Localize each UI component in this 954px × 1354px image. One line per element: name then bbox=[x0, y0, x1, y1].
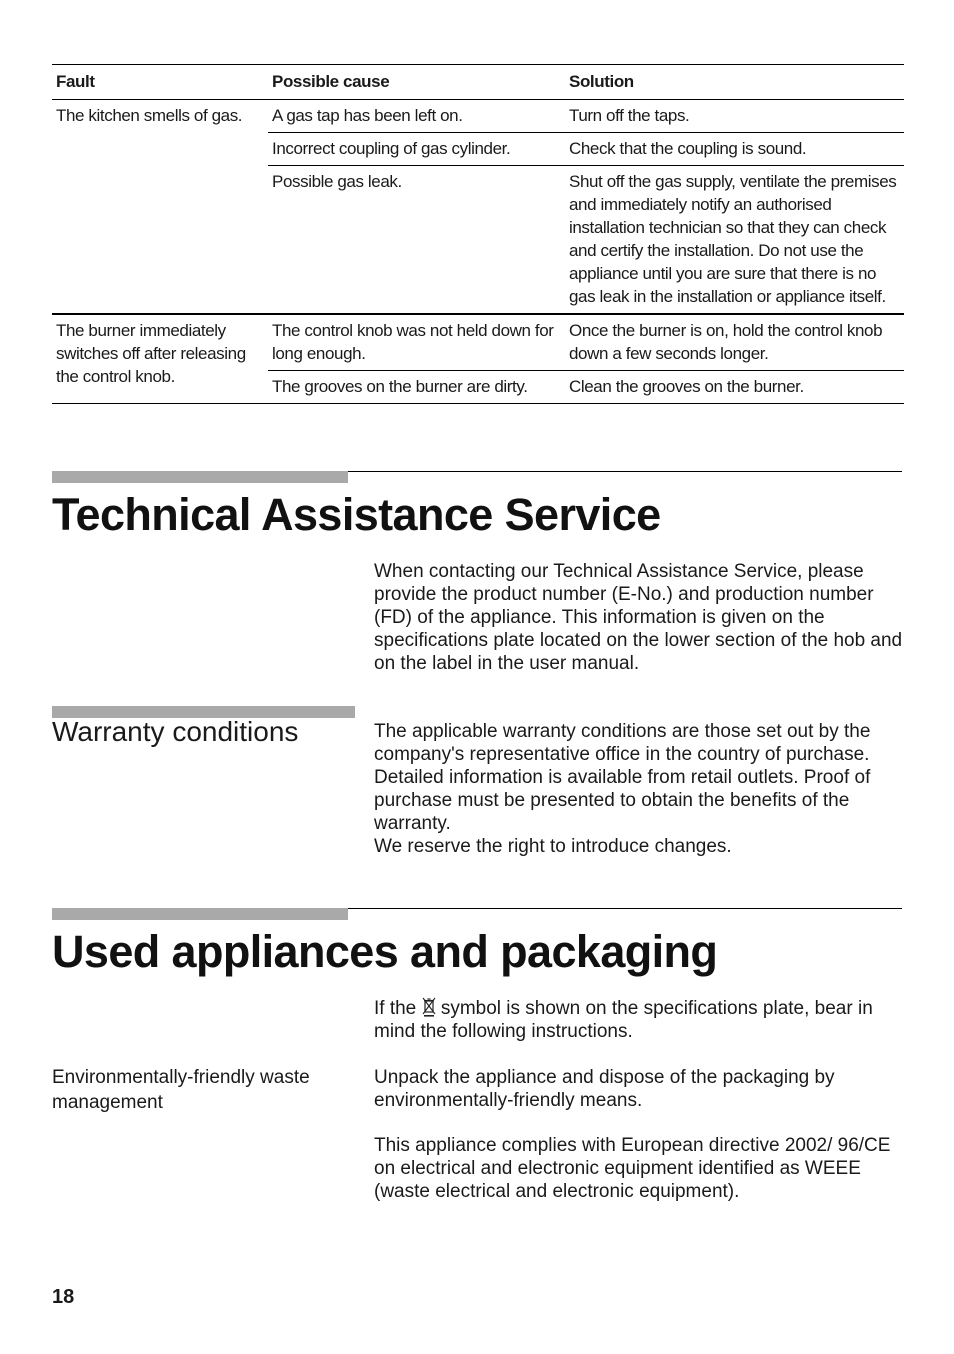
cause-cell: The grooves on the burner are dirty. bbox=[268, 371, 565, 404]
cause-cell: The control knob was not held down for long enough. bbox=[268, 314, 565, 371]
section-divider bbox=[348, 471, 902, 472]
header-cause: Possible cause bbox=[268, 65, 565, 100]
solution-cell: Check that the coupling is sound. bbox=[565, 133, 904, 166]
header-solution: Solution bbox=[565, 65, 904, 100]
section-title-used-appliances: Used appliances and packaging bbox=[52, 926, 718, 977]
warranty-note: We reserve the right to introduce changes. bbox=[374, 836, 732, 857]
solution-cell: Shut off the gas supply, ventilate the premises and immediately notify an authorised installation technician so that they can check and certify the installation. Do not use the appliance until you are sure that there is no gas leak in the installation or appliance itself. bbox=[565, 166, 904, 315]
cause-cell: A gas tap has been left on. bbox=[268, 100, 565, 133]
cause-cell: Possible gas leak. bbox=[268, 166, 565, 315]
waste-management-text: Unpack the appliance and dispose of the packaging by environmentally-friendly means. bbox=[374, 1067, 835, 1111]
intro-text-before: If the bbox=[374, 998, 417, 1019]
warranty-text bbox=[374, 720, 904, 858]
cause-cell: Incorrect coupling of gas cylinder. bbox=[268, 133, 565, 166]
warranty-conditions-text: The applicable warranty conditions are those set out by the company's representative office in the country of purchase. Detailed information is available from retail outlets. Proof of purchase must be presented to obtain the benefits of the warranty. bbox=[374, 721, 871, 834]
section-bar bbox=[52, 471, 348, 483]
table-row bbox=[52, 314, 904, 371]
used-appliances-intro bbox=[374, 997, 904, 1043]
solution-cell: Turn off the taps. bbox=[565, 100, 904, 133]
fault-cell: The kitchen smells of gas. bbox=[52, 100, 268, 315]
crossed-bin-icon bbox=[422, 997, 436, 1017]
solution-cell: Clean the grooves on the burner. bbox=[565, 371, 904, 404]
weee-text: This appliance complies with European directive 2002/ 96/CE on electrical and electronic equipment identified as WEEE (waste electrical and electronic equipment). bbox=[374, 1135, 891, 1202]
fault-cell: The burner immediately switches off after releasing the control knob. bbox=[52, 314, 268, 404]
page-number: 18 bbox=[52, 1286, 75, 1308]
section-title-tech-service: Technical Assistance Service bbox=[52, 489, 661, 540]
solution-cell: Once the burner is on, hold the control knob down a few seconds longer. bbox=[565, 314, 904, 371]
section-divider bbox=[348, 908, 902, 909]
table-row bbox=[52, 100, 904, 133]
section-bar bbox=[52, 908, 348, 920]
intro-text-after: symbol is shown on the specifications plate, bear in mind the following instructions. bbox=[374, 998, 873, 1042]
waste-management-label: Environmentally-friendly waste management bbox=[52, 1067, 310, 1113]
fault-table bbox=[52, 64, 904, 404]
tech-service-text: When contacting our Technical Assistance Service, please provide the product number (E-No.) and production number (FD) of the appliance. This information is given on the specifications plate located on the lower section of the hob and on the label in the user manual. bbox=[374, 561, 903, 674]
table-header-row bbox=[52, 65, 904, 100]
subsection-title-warranty: Warranty conditions bbox=[52, 716, 299, 747]
header-fault: Fault bbox=[52, 65, 268, 100]
